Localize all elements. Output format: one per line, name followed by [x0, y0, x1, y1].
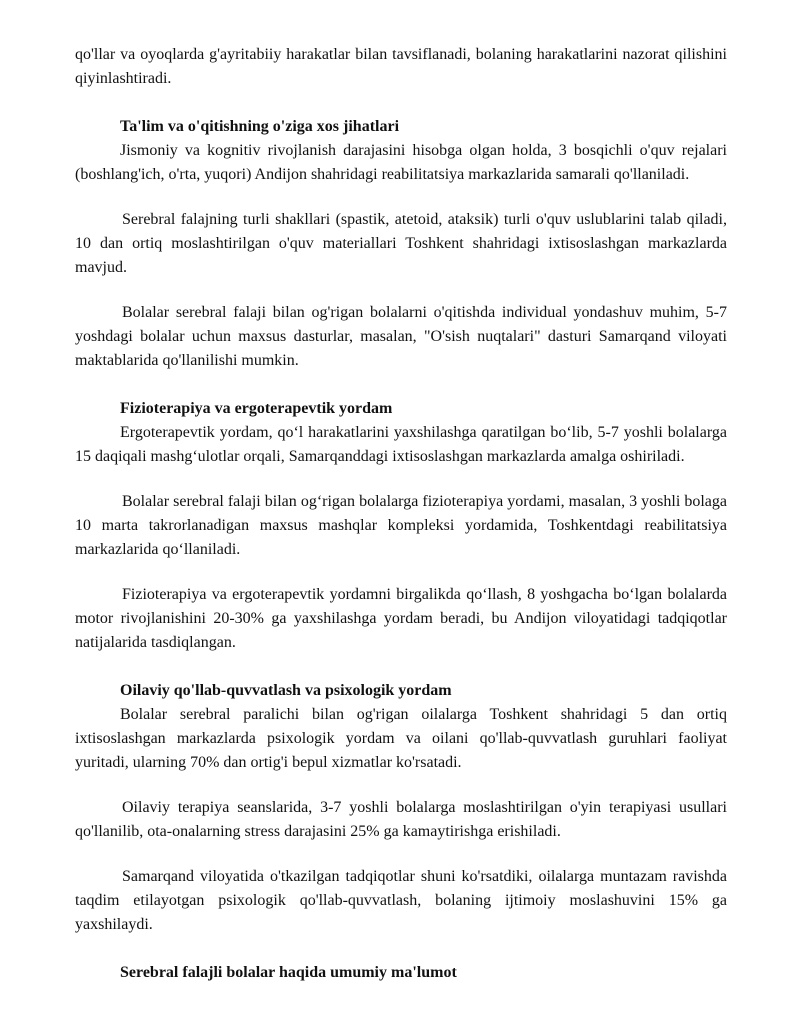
- paragraph: Bolalar serebral paralichi bilan og'rigan oilalarga Toshkent shahridagi 5 dan ortiq ixtisoslashgan markazlarda psixologik yordam va oilani qo'llab-quvvatlash guruhlari faoliyat yuritadi, ularning 70% dan ortig'i bepul xizmatlar ko'rsatadi.: [75, 706, 727, 771]
- spacer: [75, 937, 727, 961]
- paragraph: Bolalar serebral falaji bilan og'rigan bolalarni o'qitishda individual yondashuv muhim, 5-7 yoshdagi bolalar uchun maxsus dasturlar, masalan, "O'sish nuqtalari" dasturi Samarqand viloyati maktablarida qo'llanilishi mumkin.: [75, 304, 727, 369]
- paragraph: Serebral falajning turli shakllari (spastik, atetoid, ataksik) turli o'quv uslublarini talab qiladi, 10 dan ortiq moslashtirilgan o'quv materiallari Toshkent shahridagi ixtisoslashgan markazlarda mavjud.: [75, 211, 727, 276]
- section-heading-physiotherapy: Fizioterapiya va ergoterapevtik yordam: [120, 400, 393, 417]
- section-heading-general-info: Serebral falajli bolalar haqida umumiy ma'lumot: [120, 964, 457, 981]
- paragraph: Fizioterapiya va ergoterapevtik yordamni birgalikda qo‘llash, 8 yoshgacha bo‘lgan bolalarda motor rivojlanishini 20-30% ga yaxshilashga yordam beradi, bu Andijon viloyatidagi tadqiqotlar natijalarida tasdiqlangan.: [75, 586, 727, 651]
- spacer: [75, 373, 727, 397]
- paragraph: Oilaviy terapiya seanslarida, 3-7 yoshli bolalarga moslashtirilgan o'yin terapiyasi usullari qo'llanilib, ota-onalarning stress darajasini 25% ga kamaytirishga erishiladi.: [75, 799, 727, 840]
- paragraph: Samarqand viloyatida o'tkazilgan tadqiqotlar shuni ko'rsatdiki, oilalarga muntazam ravishda taqdim etilayotgan psixologik qo'llab-quvvatlash, bolaning ijtimoiy moslashuvini 15% ga yaxshilaydi.: [75, 868, 727, 933]
- spacer: [75, 655, 727, 679]
- spacer: [75, 91, 727, 115]
- paragraph: Jismoniy va kognitiv rivojlanish darajasini hisobga olgan holda, 3 bosqichli o'quv rejalari (boshlang'ich, o'rta, yuqori) Andijon shahridagi reabilitatsiya markazlarida samarali qo'llaniladi.: [75, 142, 727, 183]
- section-heading-family-support: Oilaviy qo'llab-quvvatlash va psixologik yordam: [120, 682, 452, 699]
- section-heading-education: Ta'lim va o'qitishning o'ziga xos jihatlari: [120, 118, 400, 135]
- paragraph: Bolalar serebral falaji bilan og‘rigan bolalarga fizioterapiya yordami, masalan, 3 yoshli bolaga 10 marta takrorlanadigan maxsus mashqlar kompleksi yordamida, Toshkentdagi reabilitatsiya markazlarida qo‘llaniladi.: [75, 493, 727, 558]
- intro-paragraph: qo'llar va oyoqlarda g'ayritabiiy harakatlar bilan tavsiflanadi, bolaning harakatlarini nazorat qilishini qiyinlashtiradi.: [75, 46, 727, 87]
- paragraph: Ergoterapevtik yordam, qo‘l harakatlarini yaxshilashga qaratilgan bo‘lib, 5-7 yoshli bolalarga 15 daqiqali mashg‘ulotlar orqali, Samarqanddagi ixtisoslashgan markazlarda amalga oshiriladi.: [75, 424, 727, 465]
